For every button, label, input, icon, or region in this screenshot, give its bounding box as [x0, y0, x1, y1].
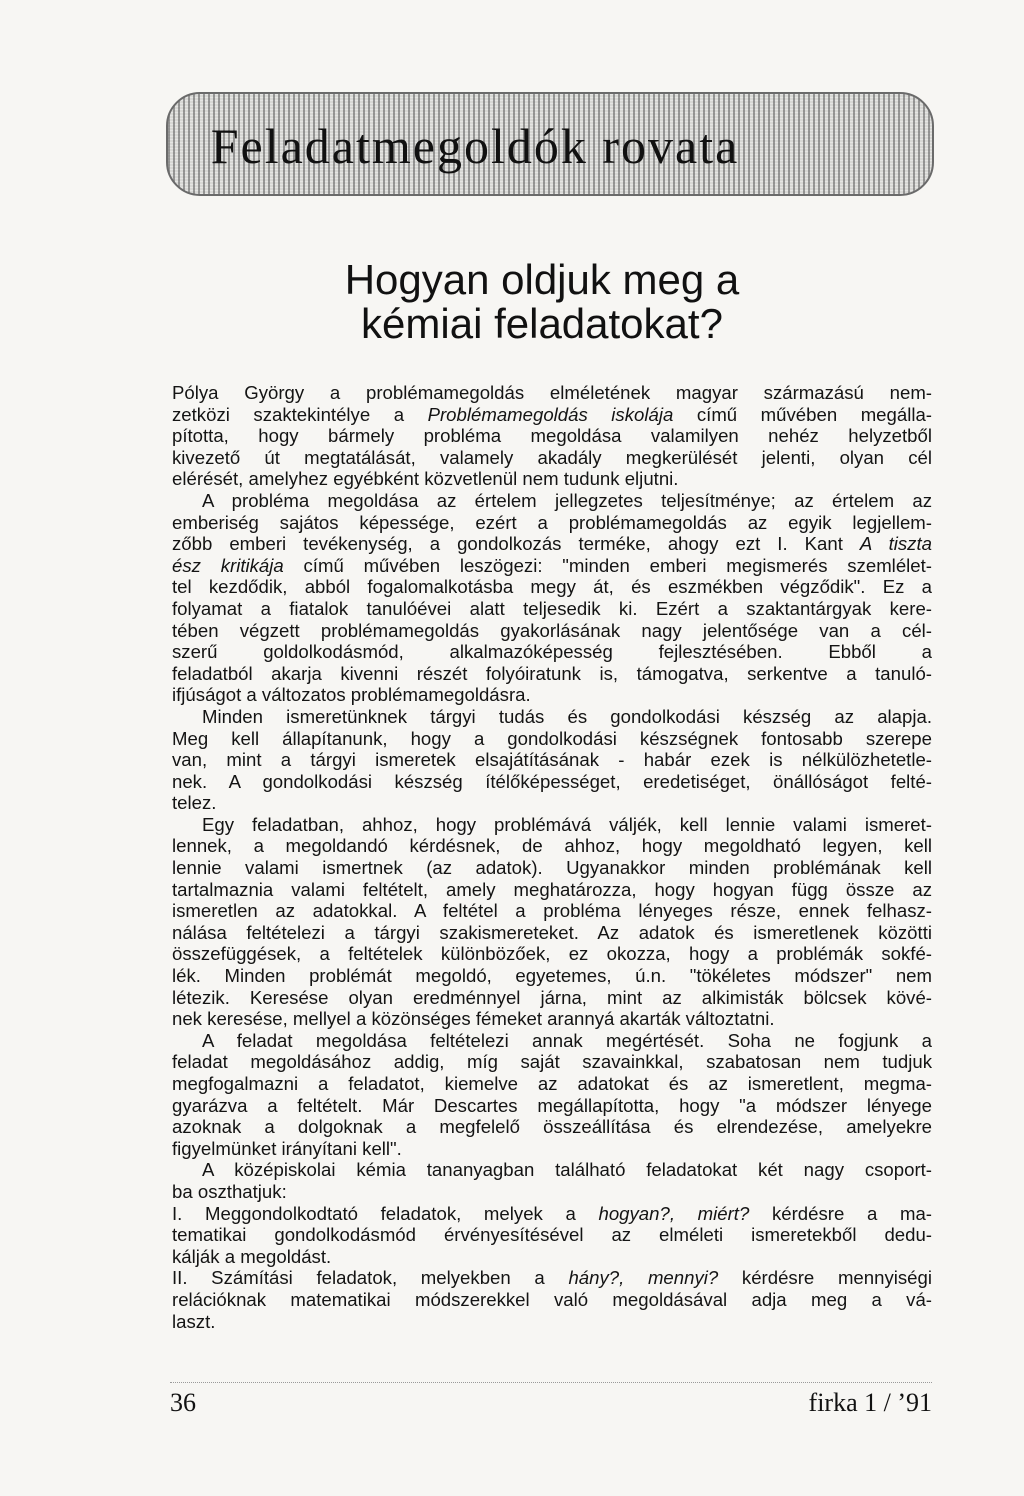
section-title: Feladatmegoldók rovata	[210, 118, 740, 174]
text-line: A feladat megoldása feltételezi annak megértését. Soha ne fogjunk a	[202, 1029, 932, 1051]
paragraph	[172, 1030, 932, 1160]
text-segment: című művében leszögezi: "minden emberi megismerés szemlélet-	[283, 554, 932, 576]
text-line: szerű goldolkodásmód, alkalmazóképesség fejlesztésében. Ebből a	[172, 641, 932, 663]
italic-title: hány?, mennyi?	[568, 1267, 719, 1289]
italic-title: ész kritikája	[172, 554, 284, 576]
text-line	[172, 1267, 932, 1289]
text-line: figyelmünket irányítani kell".	[172, 1137, 402, 1159]
text-line: telez.	[172, 792, 217, 814]
article-body	[172, 382, 932, 1332]
page-number: 36	[170, 1388, 196, 1417]
article-headline	[0, 258, 1024, 346]
paragraph	[172, 1267, 932, 1332]
text-line: összefüggések, a feltételek különbözőek, ez okozza, hogy a problémák sokfé-	[172, 943, 932, 965]
text-segment: II. Számítási feladatok, melyekben a	[172, 1267, 569, 1289]
paragraph	[172, 490, 932, 706]
italic-title: A tiszta	[859, 533, 932, 555]
text-line: létezik. Keresése olyan eredménnyel járna, mint az alkimisták bölcsek kövé-	[172, 986, 932, 1008]
text-line: A középiskolai kémia tananyagban található feladatokat két nagy csoport-	[202, 1159, 932, 1181]
text-segment: zőbb emberi tevékenység, a gondolkozás terméke, ahogy ezt I. Kant	[172, 533, 860, 555]
text-line: laszt.	[172, 1310, 216, 1332]
text-segment: I. Meggondolkodtató feladatok, melyek a	[172, 1202, 599, 1224]
text-line: lék. Minden problémát megoldó, egyetemes, ú.n. "tökéletes módszer" nem	[172, 965, 932, 987]
text-line	[172, 1203, 932, 1225]
text-line: emberiség sajátos képessége, ezért a problémamegoldás az egyik legjellem-	[172, 511, 932, 533]
text-line: lennek, a megoldandó kérdésnek, de ahhoz, hogy megoldható legyen, kell	[172, 835, 932, 857]
text-line: megfogalmazni a feladatot, kiemelve az adatokat és az ismeretlent, megma-	[172, 1073, 932, 1094]
text-line: azoknak a dolgoknak a megfelelő összeállítása és elrendezése, amelyekre	[172, 1116, 932, 1138]
text-line: Meg kell állapítanunk, hogy a gondolkodási készségnek fontosabb szerepe	[172, 727, 932, 749]
text-line: tematikai gondolkodásmód érvényesítésével az elméleti ismeretekből dedu-	[172, 1224, 932, 1246]
text-line: relációknak matematikai módszerekkel való megoldásával adja meg a vá-	[172, 1288, 932, 1310]
italic-title: Problémamegoldás iskolája	[427, 403, 674, 425]
text-line	[172, 533, 932, 555]
italic-title: hogyan?, miért?	[598, 1202, 750, 1224]
text-line: gyarázva a feltételt. Már Descartes megállapította, hogy "a módszer lényege	[172, 1094, 932, 1116]
text-line: lennie valami ismertnek (az adatok). Ugyanakkor minden problémának kell	[172, 857, 932, 879]
text-line: tel kezdődik, abból fogalomalkotásba megy át, és eszmékben végződik". Ez a	[172, 576, 932, 598]
journal-issue: firka 1 / ’91	[808, 1388, 932, 1417]
text-segment: zetközi szaktekintélye a	[172, 403, 428, 425]
paragraph	[172, 382, 932, 490]
text-segment: kérdésre a ma-	[749, 1202, 932, 1224]
footer-rule	[170, 1382, 932, 1383]
text-line: kivezető út megtatálását, valamely akadály megkerülését jelenti, olyan cél	[172, 446, 932, 468]
text-line: tében végzett problémamegoldás gyakorlásának nagy jelentősége van a cél-	[172, 619, 932, 641]
text-line: kálják a megoldást.	[172, 1245, 332, 1267]
text-line: feladatból akarja kivenni részét folyóiratunk is, támogatva, serkentve a tanuló-	[172, 662, 932, 684]
text-line: ba oszthatjuk:	[172, 1180, 287, 1202]
text-line: Egy feladatban, ahhoz, hogy problémává váljék, kell lennie valami ismeret-	[202, 813, 932, 835]
text-line: tartalmaznia valami feltételt, amely meghatározza, hogy hogyan függ össze az	[172, 878, 932, 900]
text-line: nek keresése, mellyel a közönséges fémeket arannyá akarták változtatni.	[172, 1008, 775, 1030]
text-line: Minden ismeretünknek tárgyi tudás és gondolkodási készség az alapja.	[202, 705, 932, 727]
text-line: feladat megoldásához addig, míg saját szavainkkal, szabatosan nem tudjuk	[172, 1051, 932, 1073]
paragraph	[172, 814, 932, 1030]
text-segment: című művében megálla-	[673, 403, 932, 425]
text-segment: kérdésre mennyiségi	[718, 1267, 932, 1289]
text-line: ifjúságot a változatos problémamegoldásra.	[172, 684, 531, 706]
text-line: A probléma megoldása az értelem jellegzetes teljesítménye; az értelem az	[202, 489, 932, 511]
text-line	[172, 404, 932, 426]
headline-line-2: kémiai feladatokat?	[361, 300, 723, 347]
text-line: nálása feltételezi a tárgyi szakismereteket. Az adatok és ismeretlenek közötti	[172, 921, 932, 943]
paragraph	[172, 706, 932, 814]
text-line: Pólya György a problémamegoldás elméletének magyar származású nem-	[172, 382, 932, 403]
text-line: nek. A gondolkodási készség ítélőképességet, eredetiséget, önállóságot felté-	[172, 770, 932, 792]
paragraph	[172, 1203, 932, 1268]
headline-line-1: Hogyan oldjuk meg a	[344, 256, 740, 303]
text-line: elérését, amelyhez egyébként közvetlenül nem tudunk eljutni.	[172, 468, 679, 490]
paragraph	[172, 1159, 932, 1202]
text-line	[172, 555, 932, 577]
text-line: folyamat a fiatalok tanulóévei alatt teljesedik ki. Ezért a szaktantárgyak kere-	[172, 597, 932, 619]
text-line: ismeretlen az adatokkal. A feltétel a probléma lényeges része, ennek felhasz-	[172, 900, 932, 922]
text-line: pította, hogy bármely probléma megoldása valamilyen nehéz helyzetből	[172, 425, 932, 447]
text-line: van, mint a tárgyi ismeretek elsajátításának - habár ezek is nélkülözhetetle-	[172, 749, 932, 771]
